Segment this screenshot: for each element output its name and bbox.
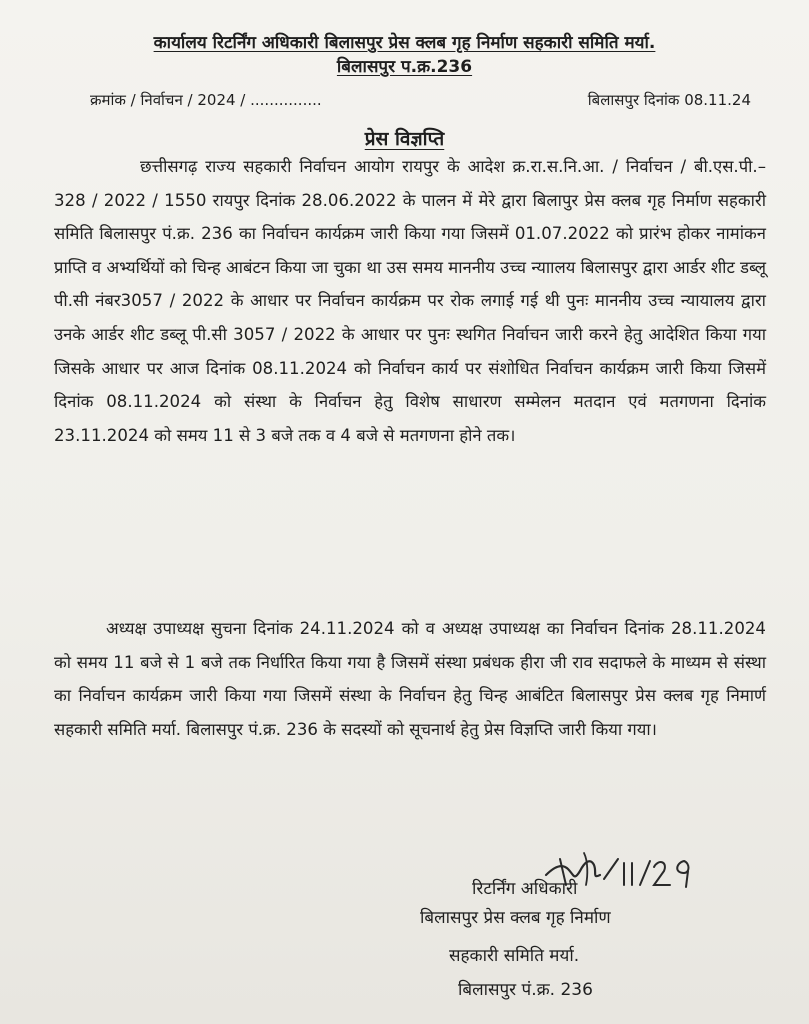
signatory-organization: बिलासपुर प्रेस क्लब गृह निर्माण (420, 908, 611, 928)
body-paragraph-2: अध्यक्ष उपाध्यक्ष सुचना दिनांक 24.11.2024 को व अध्यक्ष उपाध्यक्ष का निर्वाचन दिनांक 28.11.2024 को समय 11 बजे से 1 बजे तक निर्धारित किया गया है जिसमें संस्था प्रबंधक हीरा जी राव सदाफले के माध्यम से संस्था का निर्वाचन कार्यक्रम जारी किया गया जिसमें संस्था के निर्वाचन हेतु चिन्ह आबंटित बिलासपुर प्रेस क्लब गृह निमार्ण सहकारी समिति मर्या. बिलासपुर पं.क्र. 236 के सदस्यों को सूचनार्थ हेतु प्रेस विज्ञप्ति जारी किया गया। (54, 619, 766, 739)
office-header: कार्यालय रिटर्निंग अधिकारी बिलासपुर प्रेस क्लब गृह निर्माण सहकारी समिति मर्या. (153, 33, 656, 53)
reference-number: क्रमांक / निर्वाचन / 2024 / ............... (90, 91, 322, 109)
signatory-designation: रिटर्निंग अधिकारी (472, 879, 578, 899)
body-paragraph-1: छत्तीसगढ़ राज्य सहकारी निर्वाचन आयोग रायपुर के आदेश क्र.रा.स.नि.आ. / निर्वाचन / बी.एस.पी.–328 / 2022 / 1550 रायपुर दिनांक 28.06.2022 के पालन में मेरे द्वारा बिलापुर प्रेस क्लब गृह निर्माण सहकारी समिति बिलासपुर पं.क्र. 236 का निर्वाचन कार्यक्रम जारी किया गया जिसमें 01.07.2022 को प्रारंभ होकर नामांकन प्राप्ति व अभ्यर्थियों को चिन्ह आबंटन किया जा चुका था उस समय माननीय उच्च न्याालय बिलासपुर द्वारा आर्डर शीट डब्लू पी.सी नंबर3057 / 2022 के आधार पर निर्वाचन कार्यक्रम पर रोक लगाई गई थी पुनः माननीय उच्च न्यायालय द्वारा उनके आर्डर शीट डब्लू पी.सी 3057 / 2022 के आधार पर पुनः स्थगित निर्वाचन जारी करने हेतु आदेशित किया गया जिसके आधार पर आज दिनांक 08.11.2024 को निर्वाचन कार्य पर संशोधित निर्वाचन कार्यक्रम जारी किया जिसमें दिनांक 08.11.2024 को संस्था के निर्वाचन हेतु विशेष साधारण सम्मेलन मतदान एवं मतगणना दिनांक 23.11.2024 को समय 11 से 3 बजे तक व 4 बजे से मतगणना होने तक। (54, 157, 766, 445)
signatory-organization-suffix: सहकारी समिति मर्या. (449, 946, 580, 966)
signatory-registration: बिलासपुर पं.क्र. 236 (458, 980, 593, 1000)
place-date: बिलासपुर दिनांक 08.11.24 (587, 91, 751, 109)
document-title: प्रेस विज्ञप्ति (364, 128, 445, 150)
office-header-registration: बिलासपुर प.क्र.236 (336, 57, 473, 77)
